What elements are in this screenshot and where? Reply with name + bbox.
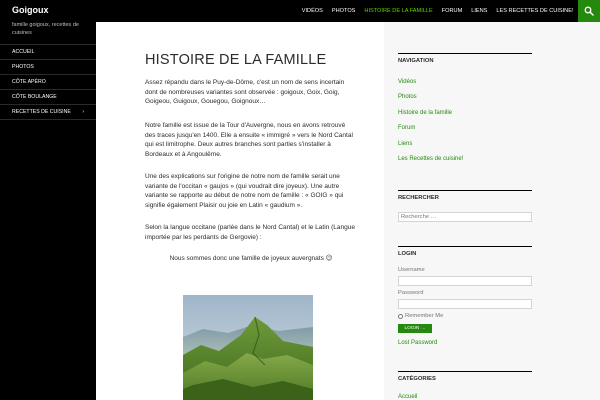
side-menu-label: RECETTES DE CUISINE <box>12 109 71 115</box>
side-menu-label: ACCUEIL <box>12 49 35 55</box>
side-menu-recettes[interactable] <box>0 105 96 120</box>
article-paragraph-4: Selon la langue occitane (parlée dans le Nord Cantal) et le Latin (Langue importée par les perdants de Gergovie) : <box>145 224 355 241</box>
category-link-accueil[interactable]: Accueil <box>398 394 418 400</box>
search-icon <box>584 6 594 16</box>
side-menu-cote-apero[interactable] <box>0 75 96 90</box>
top-nav-photos[interactable]: PHOTOS <box>331 8 356 14</box>
mountain-photo <box>183 295 313 400</box>
login-button[interactable]: LOGIN → <box>398 324 432 333</box>
categories-widget-title: CATÉGORIES <box>398 371 532 382</box>
top-nav-liens[interactable]: LIENS <box>471 8 488 14</box>
widget-link-liens[interactable]: Liens <box>398 141 413 147</box>
widget-link-recettes[interactable]: Les Recettes de cuisine! <box>398 156 464 162</box>
top-nav-recettes[interactable]: LES RECETTES DE CUISINE! <box>496 8 574 14</box>
article-paragraph-1: Assez répandu dans le Puy-de-Dôme, c'est un nom de sens incertain dont de nombreuses variantes sont observée : goigoux, Goix, Goig, Goigeou, Guigoux, Gouegou, Goignoux… <box>145 79 345 106</box>
side-menu-photos[interactable] <box>0 60 96 75</box>
login-widget-title: LOGIN <box>398 246 532 257</box>
site-tagline: famille goigoux, recettes de cuisines <box>12 22 79 36</box>
side-menu-cote-boulange[interactable] <box>0 90 96 105</box>
side-menu-accueil[interactable] <box>0 45 96 60</box>
password-field[interactable] <box>398 299 532 309</box>
top-navigation <box>297 0 578 22</box>
sidebar-search-input[interactable]: Recherche … <box>398 212 532 222</box>
right-sidebar <box>384 22 600 400</box>
top-bar <box>0 0 600 22</box>
remember-me-checkbox[interactable] <box>398 314 403 319</box>
username-label: Username <box>398 267 425 273</box>
article-paragraph-2: Notre famille est issue de la Tour d'Auvergne, nous en avons retrouvé des traces jusqu'en 1400. Elle a ensuite « immigré » vers le Nord Cantal qui est limitrophe. Deux autres branches sont parties s'installer à Bordeaux et à Angoulême. <box>145 122 353 158</box>
username-field[interactable] <box>398 276 532 286</box>
top-nav-videos[interactable]: VIDÉOS <box>301 8 323 14</box>
chevron-right-icon: › <box>82 109 84 115</box>
remember-me-label: Remember Me <box>405 313 444 319</box>
site-title[interactable]: Goigoux <box>12 5 49 15</box>
widget-link-forum[interactable]: Forum <box>398 125 416 131</box>
side-menu-label: CÔTE BOULANGE <box>12 94 57 100</box>
widget-link-videos[interactable]: Vidéos <box>398 79 417 85</box>
side-menu-label: CÔTE APÉRO <box>12 79 46 85</box>
top-nav-histoire[interactable]: HISTOIRE DE LA FAMILLE <box>364 8 433 14</box>
main-content <box>96 22 384 400</box>
article-paragraph-5: Nous sommes donc une famille de joyeux auvergnats 😉 <box>169 255 333 262</box>
article-paragraph-3: Une des explications sur l'origine de notre nom de famille serait une variante de l'occitan « gaujos » (qui voudrait dire joyeux). Une autre variante se rapporte au début de notre nom de famille : « GOIG » qui signifie également Plaisir ou joie en Latin « gaudium ». <box>145 173 344 209</box>
widget-link-histoire[interactable]: Histoire de la famille <box>398 110 453 116</box>
top-nav-forum[interactable]: FORUM <box>441 8 463 14</box>
remember-me[interactable] <box>398 313 443 319</box>
side-menu-label: PHOTOS <box>12 64 34 70</box>
search-toggle-button[interactable] <box>578 0 600 22</box>
search-widget-title: RECHERCHER <box>398 190 532 201</box>
navigation-widget-title: NAVIGATION <box>398 53 532 64</box>
side-menu <box>0 44 96 120</box>
lost-password-link[interactable]: Lost Password <box>398 340 438 346</box>
page-title: HISTOIRE DE LA FAMILLE <box>145 52 327 68</box>
widget-link-photos[interactable]: Photos <box>398 94 417 100</box>
password-label: Password <box>398 290 424 296</box>
left-sidebar <box>0 22 96 400</box>
